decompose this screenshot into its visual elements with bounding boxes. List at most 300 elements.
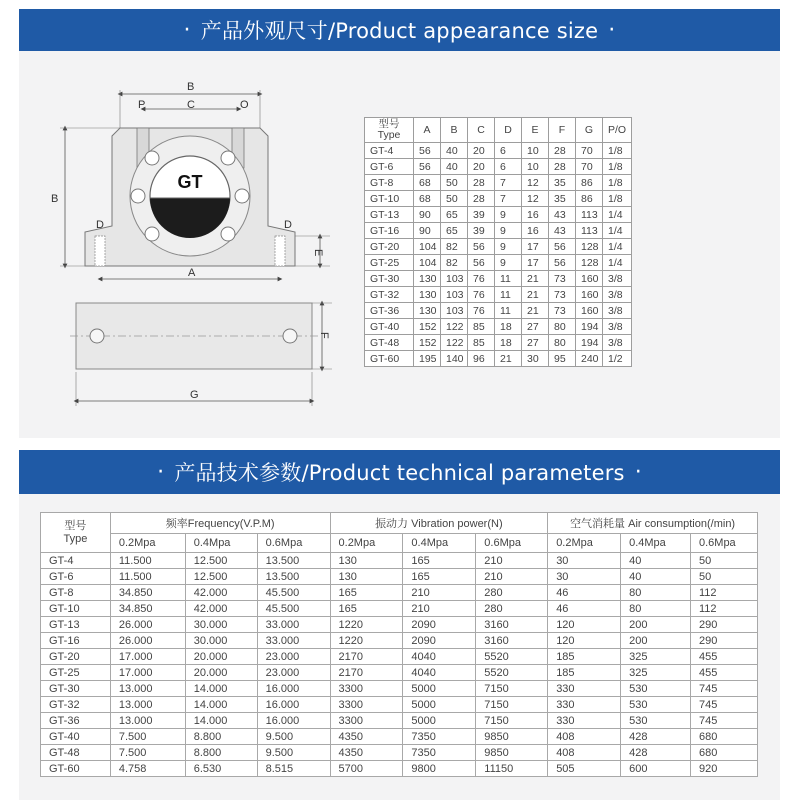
param-value-cell: 745 — [690, 713, 757, 729]
size-model-cell: GT-40 — [365, 319, 414, 335]
dim-label-g: G — [190, 389, 199, 401]
param-value-cell: 210 — [476, 569, 548, 585]
param-value-cell: 408 — [548, 729, 621, 745]
param-value-cell: 46 — [548, 601, 621, 617]
param-value-cell: 42.000 — [185, 601, 257, 617]
param-value-cell: 530 — [621, 697, 691, 713]
size-value-cell: 95 — [549, 351, 576, 367]
dim-label-o: O — [240, 99, 249, 111]
param-value-cell: 112 — [690, 601, 757, 617]
size-value-cell: 1/4 — [603, 255, 632, 271]
size-value-cell: 17 — [522, 239, 549, 255]
param-value-cell: 11.500 — [110, 569, 185, 585]
size-col-header: G — [576, 118, 603, 143]
param-value-cell: 185 — [548, 665, 621, 681]
param-value-cell: 530 — [621, 681, 691, 697]
param-value-cell: 26.000 — [110, 633, 185, 649]
size-value-cell: 70 — [576, 143, 603, 159]
size-value-cell: 130 — [414, 303, 441, 319]
param-value-cell: 325 — [621, 665, 691, 681]
size-table-row — [365, 335, 632, 351]
size-model-cell: GT-6 — [365, 159, 414, 175]
param-value-cell: 26.000 — [110, 617, 185, 633]
size-value-cell: 104 — [414, 239, 441, 255]
param-value-cell: 20.000 — [185, 649, 257, 665]
size-value-cell: 86 — [576, 191, 603, 207]
param-value-cell: 50 — [690, 553, 757, 569]
param-value-cell: 2170 — [330, 665, 403, 681]
appearance-size-title: 产品外观尺寸/Product appearance size — [200, 19, 599, 43]
size-value-cell: 18 — [495, 319, 522, 335]
param-value-cell: 7350 — [403, 745, 476, 761]
size-value-cell: 113 — [576, 207, 603, 223]
param-value-cell: 290 — [690, 617, 757, 633]
size-model-cell: GT-48 — [365, 335, 414, 351]
size-value-cell: 39 — [468, 207, 495, 223]
param-value-cell: 9.500 — [257, 745, 330, 761]
param-value-cell: 14.000 — [185, 681, 257, 697]
size-value-cell: 194 — [576, 335, 603, 351]
size-table — [364, 117, 632, 367]
param-model-cell: GT-60 — [41, 761, 111, 777]
param-value-cell: 33.000 — [257, 633, 330, 649]
size-value-cell: 70 — [576, 159, 603, 175]
parameters-group-row — [41, 513, 758, 534]
size-value-cell: 27 — [522, 319, 549, 335]
size-value-cell: 7 — [495, 191, 522, 207]
param-model-cell: GT-32 — [41, 697, 111, 713]
size-value-cell: 43 — [549, 207, 576, 223]
param-value-cell: 23.000 — [257, 649, 330, 665]
parameters-pressure-row — [41, 534, 758, 553]
size-table-row — [365, 239, 632, 255]
param-value-cell: 12.500 — [185, 553, 257, 569]
size-model-cell: GT-8 — [365, 175, 414, 191]
dim-label-f: F — [318, 332, 330, 339]
size-table-row — [365, 287, 632, 303]
size-value-cell: 65 — [441, 223, 468, 239]
param-value-cell: 4350 — [330, 729, 403, 745]
size-model-cell: GT-25 — [365, 255, 414, 271]
param-value-cell: 455 — [690, 665, 757, 681]
size-value-cell: 20 — [468, 159, 495, 175]
param-value-cell: 130 — [330, 569, 403, 585]
size-value-cell: 3/8 — [603, 335, 632, 351]
param-value-cell: 680 — [690, 729, 757, 745]
param-value-cell: 11.500 — [110, 553, 185, 569]
param-value-cell: 30.000 — [185, 617, 257, 633]
parameters-table-row — [41, 729, 758, 745]
param-value-cell: 165 — [330, 585, 403, 601]
param-value-cell: 30 — [548, 553, 621, 569]
dim-label-e: E — [312, 249, 324, 257]
param-value-cell: 280 — [476, 585, 548, 601]
param-value-cell: 8.800 — [185, 729, 257, 745]
param-value-cell: 3300 — [330, 697, 403, 713]
param-value-cell: 2170 — [330, 649, 403, 665]
param-value-cell: 680 — [690, 745, 757, 761]
param-value-cell: 7150 — [476, 681, 548, 697]
size-value-cell: 28 — [549, 143, 576, 159]
dim-label-b-top: B — [187, 81, 195, 93]
param-value-cell: 12.500 — [185, 569, 257, 585]
size-value-cell: 11 — [495, 287, 522, 303]
param-value-cell: 600 — [621, 761, 691, 777]
parameters-table-row — [41, 601, 758, 617]
size-table-row — [365, 159, 632, 175]
size-table-row — [365, 191, 632, 207]
param-value-cell: 13.500 — [257, 569, 330, 585]
size-table-row — [365, 351, 632, 367]
size-value-cell: 10 — [522, 143, 549, 159]
size-value-cell: 128 — [576, 255, 603, 271]
size-value-cell: 1/8 — [603, 175, 632, 191]
dim-label-b-left: B — [51, 193, 59, 205]
size-value-cell: 30 — [522, 351, 549, 367]
param-value-cell: 40 — [621, 569, 691, 585]
param-value-cell: 210 — [403, 601, 476, 617]
param-value-cell: 1220 — [330, 617, 403, 633]
size-value-cell: 9 — [495, 223, 522, 239]
size-value-cell: 35 — [549, 191, 576, 207]
param-value-cell: 9800 — [403, 761, 476, 777]
size-value-cell: 1/8 — [603, 143, 632, 159]
size-value-cell: 85 — [468, 335, 495, 351]
parameters-table-row — [41, 697, 758, 713]
param-value-cell: 45.500 — [257, 585, 330, 601]
size-value-cell: 82 — [441, 255, 468, 271]
dim-label-d-right: D — [284, 219, 292, 231]
param-value-cell: 46 — [548, 585, 621, 601]
size-value-cell: 56 — [468, 255, 495, 271]
param-value-cell: 290 — [690, 633, 757, 649]
param-value-cell: 4040 — [403, 649, 476, 665]
param-value-cell: 165 — [330, 601, 403, 617]
param-value-cell: 13.000 — [110, 697, 185, 713]
size-value-cell: 104 — [414, 255, 441, 271]
size-value-cell: 12 — [522, 191, 549, 207]
size-table-row — [365, 271, 632, 287]
size-value-cell: 21 — [522, 287, 549, 303]
size-value-cell: 80 — [549, 319, 576, 335]
size-model-cell: GT-36 — [365, 303, 414, 319]
size-value-cell: 68 — [414, 175, 441, 191]
param-value-cell: 1220 — [330, 633, 403, 649]
size-value-cell: 16 — [522, 207, 549, 223]
param-value-cell: 7.500 — [110, 729, 185, 745]
parameters-table-row — [41, 713, 758, 729]
size-value-cell: 122 — [441, 319, 468, 335]
size-value-cell: 160 — [576, 271, 603, 287]
vibration-power-group-header: 振动力 Vibration power(N) — [330, 513, 548, 534]
parameters-table-row — [41, 553, 758, 569]
param-value-cell: 40 — [621, 553, 691, 569]
param-model-cell: GT-36 — [41, 713, 111, 729]
size-value-cell: 90 — [414, 223, 441, 239]
size-value-cell: 21 — [522, 303, 549, 319]
param-model-cell: GT-10 — [41, 601, 111, 617]
gt-logo-text: GT — [177, 172, 203, 192]
param-value-cell: 280 — [476, 601, 548, 617]
param-value-cell: 6.530 — [185, 761, 257, 777]
size-value-cell: 3/8 — [603, 271, 632, 287]
param-value-cell: 5000 — [403, 697, 476, 713]
size-value-cell: 160 — [576, 287, 603, 303]
param-value-cell: 210 — [476, 553, 548, 569]
size-value-cell: 10 — [522, 159, 549, 175]
param-model-cell: GT-13 — [41, 617, 111, 633]
size-value-cell: 50 — [441, 175, 468, 191]
param-model-cell: GT-40 — [41, 729, 111, 745]
size-value-cell: 12 — [522, 175, 549, 191]
param-value-cell: 330 — [548, 681, 621, 697]
size-value-cell: 3/8 — [603, 287, 632, 303]
param-value-cell: 4350 — [330, 745, 403, 761]
param-model-cell: GT-8 — [41, 585, 111, 601]
param-value-cell: 7.500 — [110, 745, 185, 761]
param-value-cell: 11150 — [476, 761, 548, 777]
param-value-cell: 34.850 — [110, 601, 185, 617]
dim-label-p: P — [138, 99, 146, 111]
param-value-cell: 210 — [403, 585, 476, 601]
size-value-cell: 140 — [441, 351, 468, 367]
size-value-cell: 56 — [549, 255, 576, 271]
size-table-row — [365, 207, 632, 223]
size-col-header: F — [549, 118, 576, 143]
param-value-cell: 34.850 — [110, 585, 185, 601]
param-value-cell: 80 — [621, 601, 691, 617]
param-value-cell: 7150 — [476, 713, 548, 729]
technical-parameters-title: 产品技术参数/Product technical parameters — [174, 461, 625, 485]
param-value-cell: 3160 — [476, 633, 548, 649]
param-value-cell: 330 — [548, 697, 621, 713]
size-table-row — [365, 303, 632, 319]
size-value-cell: 28 — [468, 191, 495, 207]
param-value-cell: 745 — [690, 697, 757, 713]
param-value-cell: 130 — [330, 553, 403, 569]
param-value-cell: 14.000 — [185, 713, 257, 729]
size-value-cell: 73 — [549, 303, 576, 319]
param-value-cell: 13.000 — [110, 713, 185, 729]
param-model-cell: GT-30 — [41, 681, 111, 697]
param-value-cell: 185 — [548, 649, 621, 665]
size-model-cell: GT-10 — [365, 191, 414, 207]
size-value-cell: 17 — [522, 255, 549, 271]
size-table-row — [365, 255, 632, 271]
technical-parameters-banner: · 产品技术参数/Product technical parameters · — [19, 450, 780, 494]
param-model-cell: GT-6 — [41, 569, 111, 585]
size-value-cell: 103 — [441, 271, 468, 287]
parameters-table-row — [41, 761, 758, 777]
param-value-cell: 80 — [621, 585, 691, 601]
pressure-header: 0.6Mpa — [690, 534, 757, 553]
pressure-header: 0.4Mpa — [621, 534, 691, 553]
param-value-cell: 120 — [548, 633, 621, 649]
size-value-cell: 152 — [414, 335, 441, 351]
param-value-cell: 9850 — [476, 745, 548, 761]
size-value-cell: 16 — [522, 223, 549, 239]
param-value-cell: 5520 — [476, 665, 548, 681]
size-table-row — [365, 223, 632, 239]
size-value-cell: 113 — [576, 223, 603, 239]
size-model-cell: GT-32 — [365, 287, 414, 303]
size-value-cell: 35 — [549, 175, 576, 191]
param-value-cell: 42.000 — [185, 585, 257, 601]
size-value-cell: 73 — [549, 271, 576, 287]
size-value-cell: 7 — [495, 175, 522, 191]
param-value-cell: 4.758 — [110, 761, 185, 777]
size-value-cell: 56 — [414, 143, 441, 159]
size-value-cell: 86 — [576, 175, 603, 191]
param-value-cell: 2090 — [403, 633, 476, 649]
size-model-cell: GT-13 — [365, 207, 414, 223]
param-value-cell: 30 — [548, 569, 621, 585]
size-table-row — [365, 143, 632, 159]
size-table-row — [365, 175, 632, 191]
param-value-cell: 5700 — [330, 761, 403, 777]
param-value-cell: 165 — [403, 553, 476, 569]
size-table-header-row — [365, 118, 632, 143]
size-value-cell: 103 — [441, 303, 468, 319]
param-value-cell: 30.000 — [185, 633, 257, 649]
parameters-table-row — [41, 569, 758, 585]
size-value-cell: 40 — [441, 143, 468, 159]
size-col-header: D — [495, 118, 522, 143]
size-value-cell: 65 — [441, 207, 468, 223]
param-value-cell: 5000 — [403, 713, 476, 729]
size-value-cell: 21 — [522, 271, 549, 287]
size-value-cell: 56 — [468, 239, 495, 255]
size-value-cell: 43 — [549, 223, 576, 239]
param-type-header: 型号 Type — [41, 513, 111, 553]
param-model-cell: GT-16 — [41, 633, 111, 649]
size-value-cell: 122 — [441, 335, 468, 351]
pressure-header: 0.4Mpa — [185, 534, 257, 553]
size-table-row — [365, 319, 632, 335]
size-value-cell: 130 — [414, 271, 441, 287]
size-col-header: B — [441, 118, 468, 143]
size-value-cell: 76 — [468, 271, 495, 287]
size-value-cell: 3/8 — [603, 303, 632, 319]
param-value-cell: 428 — [621, 729, 691, 745]
param-value-cell: 3160 — [476, 617, 548, 633]
param-value-cell: 8.515 — [257, 761, 330, 777]
param-value-cell: 3300 — [330, 713, 403, 729]
param-value-cell: 112 — [690, 585, 757, 601]
dim-label-d-left: D — [96, 219, 104, 231]
pressure-header: 0.6Mpa — [476, 534, 548, 553]
size-value-cell: 130 — [414, 287, 441, 303]
param-value-cell: 16.000 — [257, 713, 330, 729]
parameters-table — [40, 512, 758, 777]
size-value-cell: 20 — [468, 143, 495, 159]
param-value-cell: 455 — [690, 649, 757, 665]
size-value-cell: 76 — [468, 303, 495, 319]
size-value-cell: 73 — [549, 287, 576, 303]
param-value-cell: 165 — [403, 569, 476, 585]
pressure-header: 0.4Mpa — [403, 534, 476, 553]
parameters-table-row — [41, 649, 758, 665]
size-value-cell: 56 — [414, 159, 441, 175]
param-value-cell: 17.000 — [110, 649, 185, 665]
size-value-cell: 1/8 — [603, 191, 632, 207]
param-value-cell: 7150 — [476, 697, 548, 713]
size-model-cell: GT-20 — [365, 239, 414, 255]
pressure-header: 0.2Mpa — [548, 534, 621, 553]
size-value-cell: 68 — [414, 191, 441, 207]
size-value-cell: 11 — [495, 271, 522, 287]
param-value-cell: 23.000 — [257, 665, 330, 681]
param-value-cell: 325 — [621, 649, 691, 665]
size-value-cell: 1/8 — [603, 159, 632, 175]
param-value-cell: 20.000 — [185, 665, 257, 681]
size-value-cell: 85 — [468, 319, 495, 335]
size-value-cell: 39 — [468, 223, 495, 239]
size-value-cell: 3/8 — [603, 319, 632, 335]
param-value-cell: 17.000 — [110, 665, 185, 681]
param-model-cell: GT-25 — [41, 665, 111, 681]
size-value-cell: 56 — [549, 239, 576, 255]
param-value-cell: 13.500 — [257, 553, 330, 569]
size-value-cell: 90 — [414, 207, 441, 223]
param-value-cell: 4040 — [403, 665, 476, 681]
size-value-cell: 128 — [576, 239, 603, 255]
param-value-cell: 5000 — [403, 681, 476, 697]
param-value-cell: 505 — [548, 761, 621, 777]
dimension-drawing — [40, 76, 340, 411]
pressure-header: 0.2Mpa — [110, 534, 185, 553]
size-value-cell: 9 — [495, 239, 522, 255]
size-model-cell: GT-60 — [365, 351, 414, 367]
dim-label-c: C — [187, 99, 195, 111]
size-col-header: C — [468, 118, 495, 143]
frequency-group-header: 频率Frequency(V.P.M) — [110, 513, 330, 534]
param-value-cell: 120 — [548, 617, 621, 633]
parameters-table-row — [41, 665, 758, 681]
size-value-cell: 27 — [522, 335, 549, 351]
param-model-cell: GT-48 — [41, 745, 111, 761]
size-value-cell: 1/4 — [603, 223, 632, 239]
size-value-cell: 18 — [495, 335, 522, 351]
dim-label-a: A — [188, 267, 196, 279]
param-value-cell: 330 — [548, 713, 621, 729]
size-value-cell: 103 — [441, 287, 468, 303]
param-value-cell: 45.500 — [257, 601, 330, 617]
size-value-cell: 82 — [441, 239, 468, 255]
parameters-table-row — [41, 617, 758, 633]
param-value-cell: 7350 — [403, 729, 476, 745]
size-model-cell: GT-30 — [365, 271, 414, 287]
param-value-cell: 530 — [621, 713, 691, 729]
size-value-cell: 76 — [468, 287, 495, 303]
size-model-cell: GT-4 — [365, 143, 414, 159]
size-col-header: A — [414, 118, 441, 143]
parameters-table-row — [41, 585, 758, 601]
size-col-header: E — [522, 118, 549, 143]
param-value-cell: 5520 — [476, 649, 548, 665]
param-value-cell: 200 — [621, 633, 691, 649]
parameters-table-row — [41, 745, 758, 761]
size-type-header: 型号 Type — [365, 118, 414, 143]
param-value-cell: 2090 — [403, 617, 476, 633]
param-value-cell: 16.000 — [257, 697, 330, 713]
param-model-cell: GT-4 — [41, 553, 111, 569]
size-value-cell: 96 — [468, 351, 495, 367]
size-value-cell: 28 — [468, 175, 495, 191]
param-value-cell: 408 — [548, 745, 621, 761]
param-value-cell: 9850 — [476, 729, 548, 745]
parameters-table-row — [41, 681, 758, 697]
